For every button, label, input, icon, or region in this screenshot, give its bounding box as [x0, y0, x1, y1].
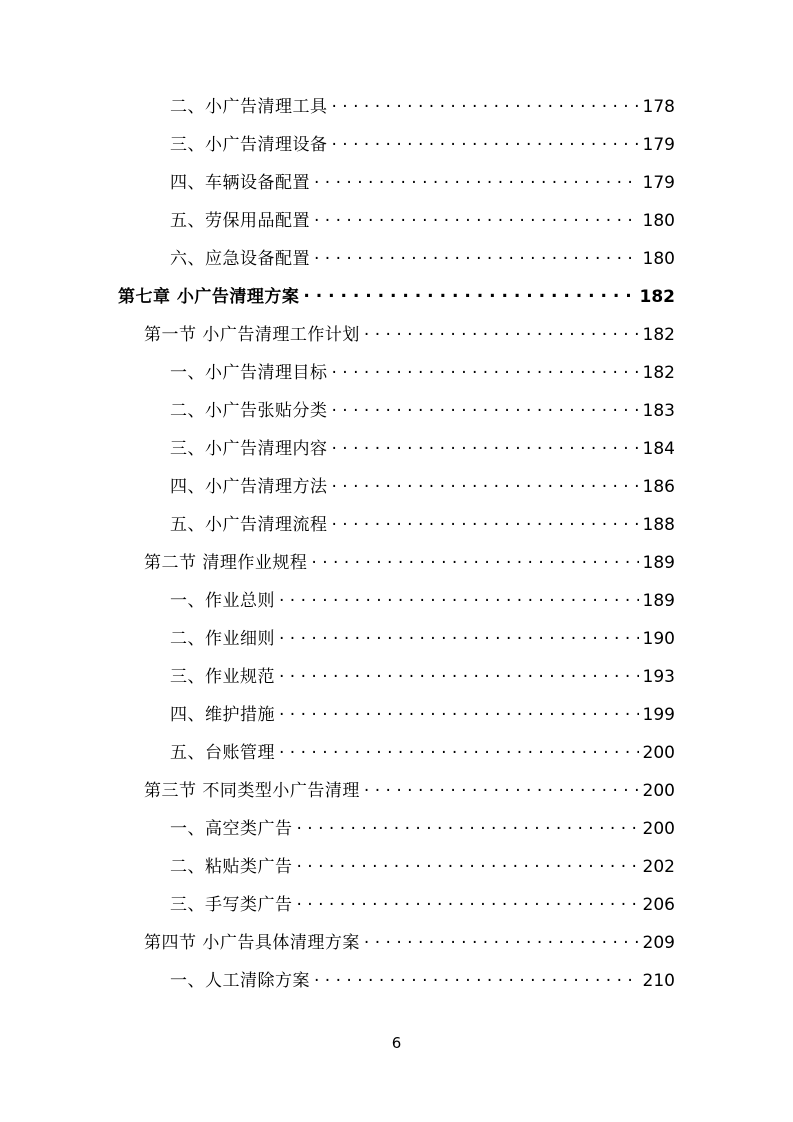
toc-leader-dots — [297, 855, 639, 872]
toc-entry-label: 四、车辆设备配置 — [170, 173, 310, 193]
toc-entry[interactable] — [118, 247, 675, 285]
toc-entry-label: 一、作业总则 — [170, 591, 275, 611]
toc-entry[interactable] — [118, 475, 675, 513]
toc-leader-dots — [332, 437, 639, 454]
table-of-contents — [118, 95, 675, 1007]
toc-entry-page-number: 182 — [639, 287, 675, 307]
toc-entry-page-number: 182 — [642, 363, 675, 383]
toc-entry[interactable] — [118, 285, 675, 323]
toc-entry-label: 二、作业细则 — [170, 629, 275, 649]
toc-entry[interactable] — [118, 779, 675, 817]
toc-entry[interactable] — [118, 513, 675, 551]
toc-leader-dots — [332, 399, 639, 416]
toc-leader-dots — [279, 589, 639, 606]
toc-leader-dots — [314, 247, 639, 264]
toc-leader-dots — [311, 551, 638, 568]
toc-entry[interactable] — [118, 817, 675, 855]
toc-entry-label: 一、人工清除方案 — [170, 971, 310, 991]
toc-entry-label: 一、高空类广告 — [170, 819, 293, 839]
toc-entry-label: 第四节 小广告具体清理方案 — [144, 933, 360, 953]
toc-entry-page-number: 202 — [642, 857, 675, 877]
toc-entry-page-number: 193 — [642, 667, 675, 687]
toc-entry-page-number: 182 — [642, 325, 675, 345]
toc-leader-dots — [297, 893, 639, 910]
toc-entry[interactable] — [118, 893, 675, 931]
toc-entry[interactable] — [118, 399, 675, 437]
toc-entry[interactable] — [118, 969, 675, 1007]
toc-entry[interactable] — [118, 209, 675, 247]
toc-leader-dots — [314, 171, 639, 188]
toc-entry-label: 三、手写类广告 — [170, 895, 293, 915]
toc-entry-page-number: 209 — [642, 933, 675, 953]
toc-entry-label: 五、劳保用品配置 — [170, 211, 310, 231]
toc-entry[interactable] — [118, 551, 675, 589]
toc-entry-label: 三、作业规范 — [170, 667, 275, 687]
toc-leader-dots — [297, 817, 639, 834]
toc-entry-page-number: 180 — [642, 249, 675, 269]
toc-entry-page-number: 179 — [642, 135, 675, 155]
toc-entry-page-number: 210 — [642, 971, 675, 991]
toc-entry-label: 五、小广告清理流程 — [170, 515, 328, 535]
toc-entry[interactable] — [118, 361, 675, 399]
toc-leader-dots — [314, 969, 639, 986]
toc-entry-label: 第二节 清理作业规程 — [144, 553, 308, 573]
toc-entry-page-number: 179 — [642, 173, 675, 193]
toc-entry-page-number: 199 — [642, 705, 675, 725]
toc-entry[interactable] — [118, 703, 675, 741]
toc-entry[interactable] — [118, 95, 675, 133]
toc-leader-dots — [332, 513, 639, 530]
toc-entry[interactable] — [118, 133, 675, 171]
toc-entry-page-number: 200 — [642, 743, 675, 763]
toc-entry-label: 六、应急设备配置 — [170, 249, 310, 269]
toc-entry[interactable] — [118, 171, 675, 209]
toc-leader-dots — [314, 209, 639, 226]
toc-entry-page-number: 189 — [642, 591, 675, 611]
toc-leader-dots — [303, 285, 635, 302]
toc-entry-page-number: 200 — [642, 819, 675, 839]
toc-leader-dots — [364, 931, 639, 948]
toc-entry-page-number: 183 — [642, 401, 675, 421]
toc-leader-dots — [332, 475, 639, 492]
toc-entry-label: 第一节 小广告清理工作计划 — [144, 325, 360, 345]
toc-entry[interactable] — [118, 323, 675, 361]
toc-entry-page-number: 190 — [642, 629, 675, 649]
toc-leader-dots — [364, 779, 639, 796]
toc-entry-label: 三、小广告清理内容 — [170, 439, 328, 459]
toc-entry-label: 四、小广告清理方法 — [170, 477, 328, 497]
toc-entry-label: 第七章 小广告清理方案 — [118, 287, 300, 307]
toc-leader-dots — [279, 703, 639, 720]
toc-entry-label: 五、台账管理 — [170, 743, 275, 763]
toc-leader-dots — [332, 95, 639, 112]
toc-entry-page-number: 200 — [642, 781, 675, 801]
toc-entry[interactable] — [118, 931, 675, 969]
toc-entry-page-number: 180 — [642, 211, 675, 231]
toc-entry-page-number: 184 — [642, 439, 675, 459]
toc-entry-page-number: 178 — [642, 97, 675, 117]
toc-entry[interactable] — [118, 855, 675, 893]
toc-entry-label: 二、小广告张贴分类 — [170, 401, 328, 421]
toc-entry[interactable] — [118, 741, 675, 779]
toc-entry[interactable] — [118, 437, 675, 475]
toc-entry-page-number: 206 — [642, 895, 675, 915]
toc-leader-dots — [332, 361, 639, 378]
toc-entry-label: 第三节 不同类型小广告清理 — [144, 781, 360, 801]
toc-entry-label: 一、小广告清理目标 — [170, 363, 328, 383]
toc-entry-label: 三、小广告清理设备 — [170, 135, 328, 155]
toc-entry-page-number: 188 — [642, 515, 675, 535]
toc-entry-page-number: 189 — [642, 553, 675, 573]
toc-entry[interactable] — [118, 627, 675, 665]
toc-leader-dots — [279, 741, 639, 758]
page-number: 6 — [391, 1034, 402, 1052]
toc-leader-dots — [279, 627, 639, 644]
toc-leader-dots — [364, 323, 639, 340]
toc-entry[interactable] — [118, 665, 675, 703]
toc-leader-dots — [279, 665, 639, 682]
toc-entry-page-number: 186 — [642, 477, 675, 497]
toc-entry-label: 四、维护措施 — [170, 705, 275, 725]
toc-entry[interactable] — [118, 589, 675, 627]
toc-entry-label: 二、小广告清理工具 — [170, 97, 328, 117]
toc-leader-dots — [332, 133, 639, 150]
toc-entry-label: 二、粘贴类广告 — [170, 857, 293, 877]
